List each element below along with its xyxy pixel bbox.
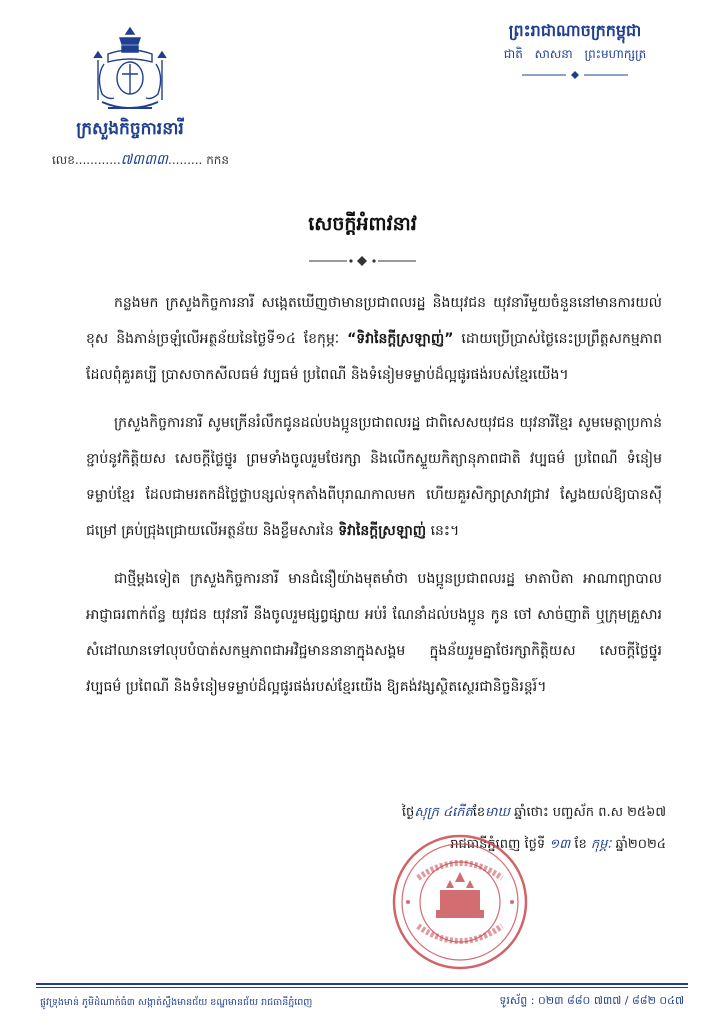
solar-date-month: កុម្ភៈ [590,837,612,852]
ref-prefix: លេខ [52,153,75,167]
motto-ornament-icon [520,70,630,80]
paragraph-2-text-end: នេះ។ [426,523,460,539]
ref-suffix: កកន [206,153,230,167]
paragraph-3-text: ជាថ្មីម្តងទៀត ក្រសួងកិច្ចការនារី មានជំនឿយ៉ាងមុតមាំថា បងប្អូនប្រជាពលរដ្ឋ មាតាបិតា អាណាព្យាបាល អាជ្ញាធរពាក់ព័ន្ធ យុវជន យុវនារី នឹងចូលរួមផ្សព្វផ្សាយ អប់រំ ណែនាំដល់បងប្អូន កូន ចៅ សាច់ញាតិ ឬក្រុមគ្រួសារ សំដៅឈានទៅលុបបំបាត់សកម្មភាពជាអវិជ្ជមាននានាក្នុងសង្គម ក្នុងន័យរួមគ្នាថែរក្សាកិត្តិយស សេចក្តីថ្លៃថ្នូរ វប្បធម៌ ប្រពៃណី និងទំនៀមទម្លាប់ដ៏ល្អផូរផង់របស់ខ្មែរយើង ឱ្យគង់វង្សស្ថិតស្ថេរជានិច្ចនិរន្តរ៍។ [86,571,662,695]
solar-date-prefix: រាជធានីភ្នំពេញ ថ្ងៃទី [450,837,550,852]
paragraph-2-text: ក្រសួងកិច្ចការនារី សូមក្រើនរំលឹកជូនដល់បងប្អូនប្រជាពលរដ្ឋ ជាពិសេសយុវជន យុវនារីខ្មែរ សូមមេត្តាប្រកាន់ខ្ជាប់នូវកិត្តិយស សេចក្តីថ្លៃថ្នូរ ព្រមទាំងចូលរួមថែរក្សា និងលើកស្ទួយកិត្យានុភាពជាតិ វប្បធម៌ ប្រពៃណី ទំនៀមទម្លាប់ខ្មែរ ដែលជាមរតកដ៏ថ្លៃថ្លាបន្សល់ទុកតាំងពីបុរាណកាលមក ហើយគួរសិក្សាស្រាវជ្រាវ ស្វែងយល់ឱ្យបានស៊ីជម្រៅ គ្រប់ជ្រុងជ្រោយលើអត្ថន័យ និងខ្លឹមសារនៃ [86,415,662,539]
royal-emblem-icon [88,24,172,116]
lunar-date-month-label: ខែ [472,805,486,820]
national-motto: ជាតិ សាសនា ព្រះមហាក្សត្រ [503,47,647,61]
reference-number-line: លេខ............៧៣៣៣......... កកន [52,152,230,168]
title-ornament-icon [305,254,420,268]
solar-date-month-label: ខែ [570,837,591,852]
lunar-date-year: ឆ្នាំថោះ បញ្ចស័ក ព.ស ២៥៦៧ [509,805,666,820]
lunar-date [296,804,666,823]
footer-phone: ទូរស័ព្ទ : ០២៣ ៨៨០ ៧៣៧ / ៨៨២ ០៤៧ [499,994,684,1007]
lunar-date-month: មាឃ [485,805,510,820]
lunar-date-prefix: ថ្ងៃ [401,805,415,820]
paragraph-1-text-end: ដោយប្រើប្រាស់ថ្ងៃនេះប្រព្រឹត្តសកម្មភាពដែលពុំគួរគប្បី ប្រាសចាកសីលធម៌ វប្បធម៌ ប្រពៃណី និងទំនៀមទម្លាប់ដ៏ល្អផូរផង់របស់ខ្មែរយើង។ [86,331,662,383]
footer-divider [36,983,688,985]
ref-number: ៧៣៣៣ [120,152,169,168]
paragraph-1-emphasis: “ទិវានៃក្តីស្រឡាញ់” [347,331,454,347]
paragraph-1 [86,285,662,393]
document-title: សេចក្តីអំពាវនាវ [308,213,417,235]
solar-date-day: ១៣ [549,837,571,852]
document-body [86,285,662,717]
paragraph-1-text: កន្លងមក ក្រសួងកិច្ចការនារី សង្កេតឃើញថាមានប្រជាពលរដ្ឋ និងយុវជន យុវនារីមួយចំនួននៅមានការយល់ខុស និងភាន់ច្រឡំលើអត្ថន័យនៃថ្ងៃទី១៤ ខែកុម្ភៈ [86,295,662,347]
paragraph-3 [86,561,662,705]
official-seal-icon [388,830,532,974]
solar-date-year: ឆ្នាំ២០២៤ [611,837,666,852]
footer-address: ផ្លូវទ្រុងមាន់ ភូមិដំណាក់ធំ៣ សង្កាត់ស្ទឹងមានជ័យ ខណ្ឌមានជ័យ រាជធានីភ្នំពេញ [40,997,313,1008]
lunar-date-day: សុក្រ ៤កើត [414,805,473,820]
ministry-name: ក្រសួងកិច្ចការនារី [76,119,184,139]
kingdom-title: ព្រះរាជាណាចក្រកម្ពុជា [508,21,642,40]
paragraph-2-emphasis: ទិវានៃក្តីស្រឡាញ់ [338,523,427,539]
footer-divider-thin [36,987,688,988]
paragraph-2 [86,405,662,549]
